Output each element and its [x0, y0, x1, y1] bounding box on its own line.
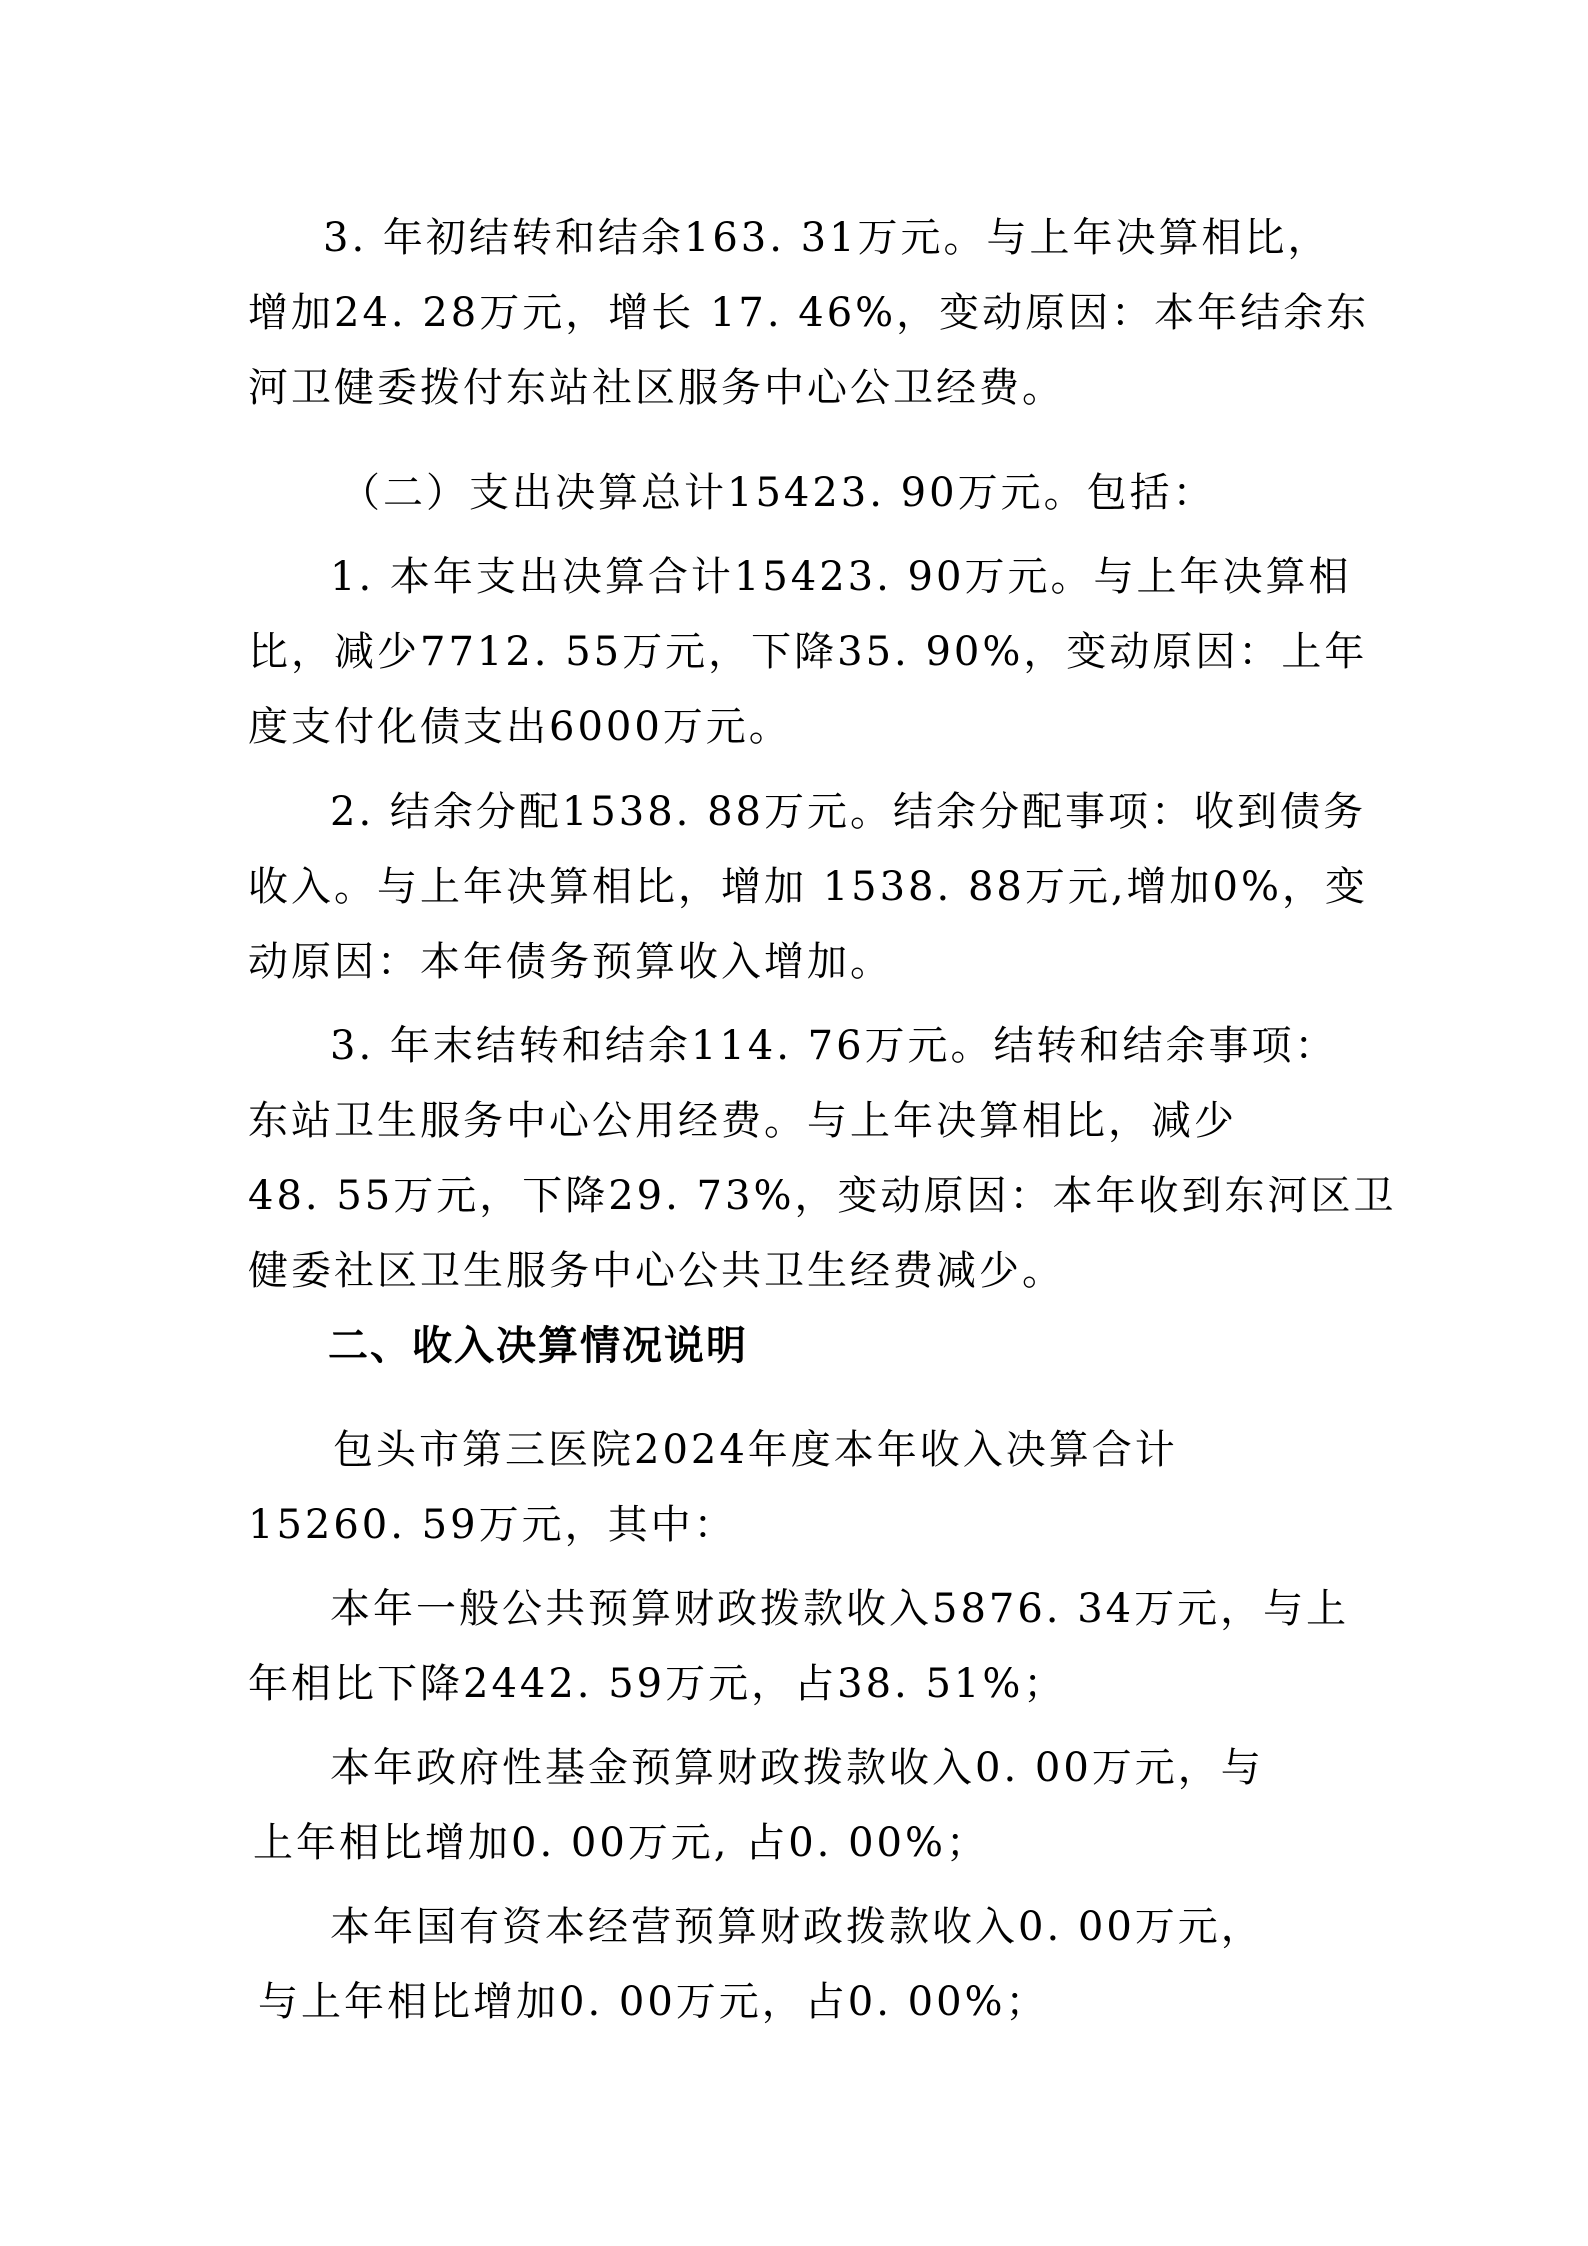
- paragraph-line: 增加24. 28万元，增长 17. 46%，变动原因：本年结余东: [248, 290, 1370, 336]
- section-title: 二、收入决算情况说明: [328, 1323, 748, 1369]
- paragraph-line: 48. 55万元，下降29. 73%，变动原因：本年收到东河区卫: [248, 1173, 1397, 1219]
- paragraph-line: 动原因：本年债务预算收入增加。: [248, 939, 893, 985]
- paragraph-line: 本年一般公共预算财政拨款收入5876. 34万元，与上: [330, 1586, 1350, 1632]
- paragraph-line: 3. 年初结转和结余163. 31万元。与上年决算相比，: [323, 215, 1331, 261]
- paragraph-line: 年相比下降2442. 59万元，占38. 51%；: [248, 1661, 1067, 1707]
- paragraph-line: 东站卫生服务中心公用经费。与上年决算相比，减少: [248, 1098, 1237, 1144]
- paragraph-line: 2. 结余分配1538. 88万元。结余分配事项：收到债务: [330, 789, 1367, 835]
- paragraph-line: 15260. 59万元，其中：: [248, 1502, 737, 1548]
- paragraph-line: 本年国有资本经营预算财政拨款收入0. 00万元，: [330, 1904, 1264, 1950]
- paragraph-line: 上年相比增加0. 00万元, 占0. 00%；: [253, 1820, 989, 1866]
- section-heading: （二）支出决算总计15423. 90万元。包括：: [340, 470, 1216, 516]
- paragraph-line: 3. 年末结转和结余114. 76万元。结转和结余事项：: [330, 1023, 1338, 1069]
- paragraph-line: 比，减少7712. 55万元，下降35. 90%，变动原因：上年: [248, 629, 1368, 675]
- paragraph-line: 收入。与上年决算相比，增加 1538. 88万元,增加0%，变: [248, 864, 1369, 910]
- paragraph-line: 度支付化债支出6000万元。: [248, 704, 792, 750]
- paragraph-line: 河卫健委拨付东站社区服务中心公卫经费。: [248, 365, 1065, 411]
- paragraph-line: 1. 本年支出决算合计15423. 90万元。与上年决算相: [330, 554, 1352, 600]
- paragraph-line: 与上年相比增加0. 00万元，占0. 00%；: [258, 1979, 1049, 2025]
- paragraph-line: 健委社区卫生服务中心公共卫生经费减少。: [248, 1248, 1065, 1294]
- paragraph-line: 包头市第三医院2024年度本年收入决算合计: [333, 1427, 1178, 1473]
- paragraph-line: 本年政府性基金预算财政拨款收入0. 00万元，与: [330, 1745, 1264, 1791]
